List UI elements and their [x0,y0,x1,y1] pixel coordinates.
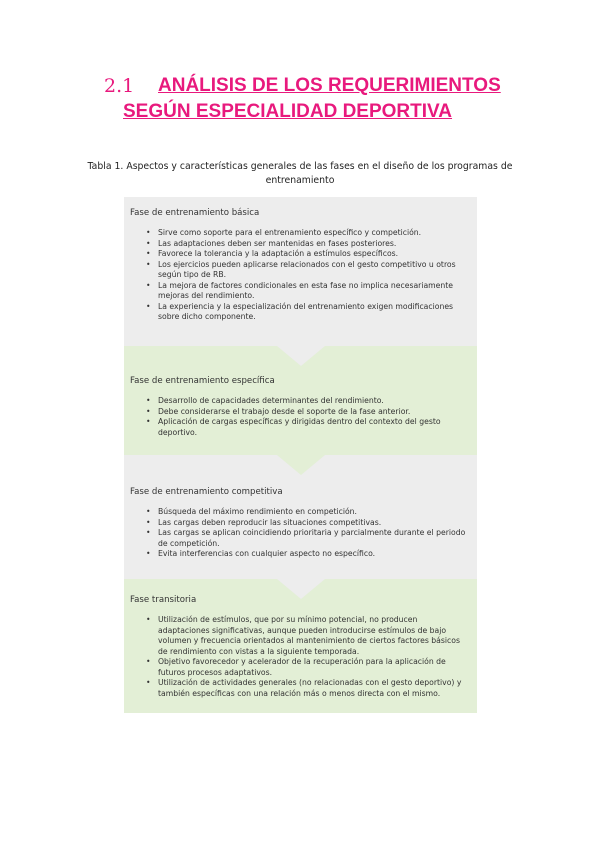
section-heading [104,73,524,125]
down-arrow-icon [277,579,325,599]
section-title: ANÁLISIS DE LOS REQUERIMIENTOS SEGÚN ESPECIALIDAD DEPORTIVA [123,75,501,122]
list-item: • Búsqueda del máximo rendimiento en competición. [158,507,471,518]
phase-basic [124,197,477,346]
list-item: • Las cargas deben reproducir las situaciones competitivas. [158,518,471,529]
list-item: • La mejora de factores condicionales en esta fase no implica necesariamente mejoras del rendimiento. [158,281,471,302]
phase-list [130,396,471,438]
phases-diagram [124,197,477,713]
list-item: • La experiencia y la especialización del entrenamiento exigen modificaciones sobre dicho componente. [158,302,471,323]
list-item: • Sirve como soporte para el entrenamiento específico y competición. [158,228,471,239]
list-item: • Desarrollo de capacidades determinantes del rendimiento. [158,396,471,407]
list-item: • Los ejercicios pueden aplicarse relacionados con el gesto competitivo u otros según tipo de RB. [158,260,471,281]
list-item: • Las cargas se aplican coincidiendo prioritaria y parcialmente durante el periodo de competición. [158,528,471,549]
down-arrow-icon [277,455,325,475]
list-item: • Aplicación de cargas específicas y dirigidas dentro del contexto del gesto deportivo. [158,417,471,438]
table-caption: Tabla 1. Aspectos y características generales de las fases en el diseño de los programas de entrenamiento [87,161,513,186]
phase-list [130,615,471,699]
list-item: • Evita interferencias con cualquier aspecto no específico. [158,549,471,560]
down-arrow-icon [277,346,325,366]
phase-title: Fase de entrenamiento básica [130,208,260,218]
phase-title: Fase de entrenamiento específica [130,376,275,386]
list-item: • Favorece la tolerancia y la adaptación a estímulos específicos. [158,249,471,260]
list-item: • Debe considerarse el trabajo desde el soporte de la fase anterior. [158,407,471,418]
phase-title: Fase de entrenamiento competitiva [130,487,283,497]
list-item: • Las adaptaciones deben ser mantenidas en fases posteriores. [158,239,471,250]
list-item: • Utilización de actividades generales (no relacionadas con el gesto deportivo) y también específicas con una relación más o menos directa con el mismo. [158,678,471,699]
list-item: • Objetivo favorecedor y acelerador de la recuperación para la aplicación de futuros procesos adaptativos. [158,657,471,678]
phase-title: Fase transitoria [130,595,197,605]
list-item: • Utilización de estímulos, que por su mínimo potencial, no producen adaptaciones significativas, aunque pueden introducirse estímulos de bajo volumen y frecuencia orientados al mantenimiento de ciertos factores básicos de rendimiento con vistas a la siguiente temporada. [158,615,471,657]
section-number: 2.1 [104,75,135,97]
phase-list [130,228,471,323]
phase-transitional [124,579,477,713]
phase-list [130,507,471,560]
